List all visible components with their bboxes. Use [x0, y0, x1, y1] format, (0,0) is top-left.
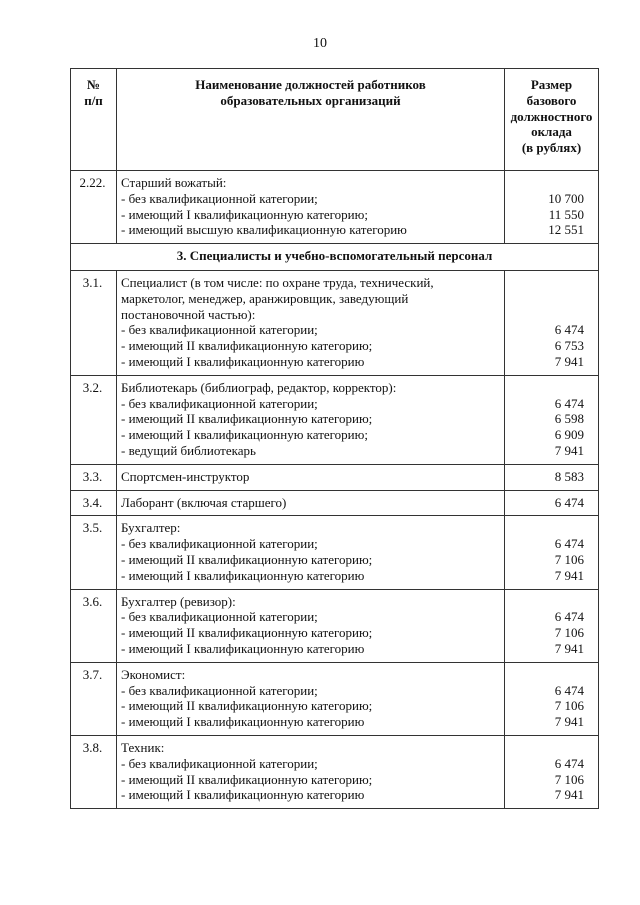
row-position-name — [117, 735, 505, 808]
value-spacer — [509, 275, 584, 291]
row-salary-values — [505, 490, 599, 516]
row-salary-values — [505, 735, 599, 808]
row-number: 3.8. — [71, 735, 117, 808]
table-row — [71, 516, 599, 589]
salary-value: 8 583 — [554, 468, 584, 484]
row-position-name — [117, 270, 505, 375]
row-position-name — [117, 171, 505, 244]
category-item: - имеющий I квалификационную категорию — [121, 567, 365, 583]
category-item: - имеющий II квалификационную категорию; — [121, 411, 373, 427]
header-position-name: Наименование должностей работников образовательных организаций — [117, 69, 505, 171]
value-spacer — [509, 667, 584, 683]
value-spacer — [509, 291, 584, 307]
position-title-line: постановочной частью): — [121, 306, 256, 322]
table-row — [71, 735, 599, 808]
row-salary-values — [505, 171, 599, 244]
salary-value: 6 753 — [554, 338, 584, 354]
category-item: - имеющий I квалификационную категорию — [121, 714, 365, 730]
category-item: - без квалификационной категории; — [121, 682, 318, 698]
position-title: Специалист (в том числе: по охране труда, технический, — [121, 274, 434, 290]
category-item: - без квалификационной категории; — [121, 755, 318, 771]
category-item: - без квалификационной категории; — [121, 322, 318, 338]
salary-value: 6 474 — [554, 494, 584, 510]
value-spacer — [509, 740, 584, 756]
row-salary-values — [505, 662, 599, 735]
row-number: 3.2. — [71, 375, 117, 464]
salary-value: 7 106 — [554, 625, 584, 641]
salary-value: 6 474 — [554, 755, 584, 771]
value-spacer — [509, 380, 584, 396]
category-item: - имеющий II квалификационную категорию; — [121, 698, 373, 714]
salary-value: 6 474 — [554, 395, 584, 411]
table-row — [71, 662, 599, 735]
salary-value: 7 941 — [554, 567, 584, 583]
position-title: Библиотекарь (библиограф, редактор, корректор): — [121, 379, 397, 395]
category-item: - имеющий I квалификационную категорию — [121, 353, 365, 369]
table-header-row — [71, 69, 599, 171]
page-number: 10 — [313, 36, 327, 51]
position-title-line: маркетолог, менеджер, аранжировщик, заведующий — [121, 290, 409, 306]
position-title: Бухгалтер (ревизор): — [121, 593, 236, 609]
salary-value: 7 106 — [554, 698, 584, 714]
salary-value: 6 474 — [554, 682, 584, 698]
salary-value: 7 106 — [554, 551, 584, 567]
position-title: Бухгалтер: — [121, 520, 181, 536]
position-title: Техник: — [121, 739, 165, 755]
value-spacer — [509, 307, 584, 323]
salary-value: 6 598 — [554, 411, 584, 427]
category-item: - имеющий II квалификационную категорию; — [121, 551, 373, 567]
row-number: 3.6. — [71, 589, 117, 662]
salary-value: 7 941 — [554, 442, 584, 458]
category-item: - имеющий I квалификационную категорию — [121, 640, 365, 656]
row-position-name — [117, 490, 505, 516]
salary-value: 7 941 — [554, 787, 584, 803]
row-salary-values — [505, 516, 599, 589]
row-number: 2.22. — [71, 171, 117, 244]
row-position-name — [117, 662, 505, 735]
row-number: 3.5. — [71, 516, 117, 589]
category-item: - имеющий I квалификационную категорию; — [121, 427, 368, 443]
row-number: 3.3. — [71, 464, 117, 490]
category-item: - без квалификационной категории; — [121, 190, 318, 206]
salary-value: 6 474 — [554, 609, 584, 625]
row-salary-values — [505, 375, 599, 464]
position-title: Спортсмен-инструктор — [121, 468, 250, 484]
header-base-salary: Размер базового должностного оклада (в рублях) — [505, 69, 599, 171]
category-item: - без квалификационной категории; — [121, 395, 318, 411]
row-position-name — [117, 464, 505, 490]
table-row — [71, 270, 599, 375]
position-title: Экономист: — [121, 666, 186, 682]
category-item: - имеющий II квалификационную категорию; — [121, 771, 373, 787]
row-position-name — [117, 516, 505, 589]
salary-value: 7 941 — [554, 714, 584, 730]
section-row — [71, 244, 599, 271]
salary-value: 11 550 — [548, 206, 584, 222]
section-title: 3. Специалисты и учебно-вспомогательный персонал — [71, 244, 599, 271]
table-row — [71, 490, 599, 516]
category-item: - имеющий I квалификационную категорию — [121, 787, 365, 803]
table-row — [71, 375, 599, 464]
position-title: Лаборант (включая старшего) — [121, 494, 287, 510]
salary-table — [70, 68, 599, 809]
salary-value: 7 941 — [554, 353, 584, 369]
category-item: - без квалификационной категории; — [121, 609, 318, 625]
table-row — [71, 589, 599, 662]
row-number: 3.1. — [71, 270, 117, 375]
row-salary-values — [505, 270, 599, 375]
category-item: - имеющий II квалификационную категорию; — [121, 625, 373, 641]
salary-value: 7 941 — [554, 640, 584, 656]
salary-value: 12 551 — [548, 222, 584, 238]
row-salary-values — [505, 464, 599, 490]
row-position-name — [117, 375, 505, 464]
value-spacer — [509, 520, 584, 536]
salary-value: 6 474 — [554, 536, 584, 552]
position-title: Старший вожатый: — [121, 175, 227, 190]
salary-value: 6 474 — [554, 322, 584, 338]
salary-value: 6 909 — [554, 427, 584, 443]
value-spacer — [509, 594, 584, 610]
value-spacer — [509, 175, 584, 191]
table-row — [71, 171, 599, 244]
header-number: № п/п — [71, 69, 117, 171]
row-number: 3.4. — [71, 490, 117, 516]
row-position-name — [117, 589, 505, 662]
category-item: - без квалификационной категории; — [121, 536, 318, 552]
row-salary-values — [505, 589, 599, 662]
table-row — [71, 464, 599, 490]
category-item: - имеющий высшую квалификационную категорию — [121, 222, 407, 238]
category-item: - ведущий библиотекарь — [121, 442, 256, 458]
salary-value: 7 106 — [554, 771, 584, 787]
row-number: 3.7. — [71, 662, 117, 735]
category-item: - имеющий I квалификационную категорию; — [121, 206, 368, 222]
salary-value: 10 700 — [548, 190, 584, 206]
category-item: - имеющий II квалификационную категорию; — [121, 338, 373, 354]
